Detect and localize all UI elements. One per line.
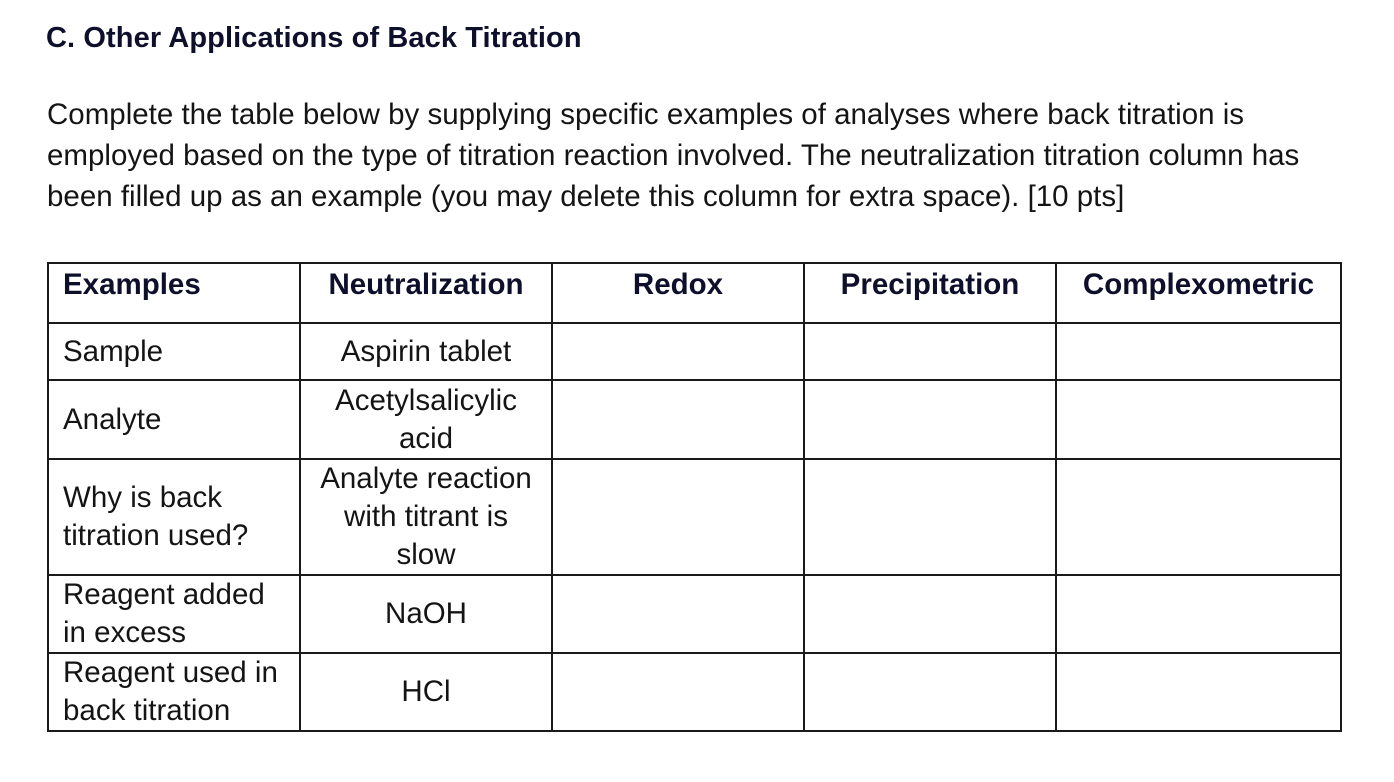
table-row-sample (48, 323, 1341, 380)
row-label-reagent-in-excess: Reagent added in excess (48, 575, 300, 653)
cell-analyte-neutralization: Acetylsalicylic acid (300, 380, 552, 459)
row-label-analyte: Analyte (48, 380, 300, 459)
section-heading: C. Other Applications of Back Titration (46, 22, 582, 54)
table-row-analyte (48, 380, 1341, 459)
cell-analyte-complexometric[interactable] (1056, 380, 1341, 459)
table-row-why-back-titration (48, 459, 1341, 575)
cell-why-neutralization: Analyte reaction with titrant is slow (300, 459, 552, 575)
cell-why-redox[interactable] (552, 459, 804, 575)
header-redox: Redox (552, 263, 804, 323)
cell-excess-neutralization: NaOH (300, 575, 552, 653)
cell-sample-complexometric[interactable] (1056, 323, 1341, 380)
row-label-sample: Sample (48, 323, 300, 380)
cell-analyte-precipitation[interactable] (804, 380, 1056, 459)
cell-excess-redox[interactable] (552, 575, 804, 653)
row-label-why-back-titration: Why is back titration used? (48, 459, 300, 575)
table-header-row (48, 263, 1341, 323)
cell-excess-complexometric[interactable] (1056, 575, 1341, 653)
header-examples: Examples (48, 263, 300, 323)
cell-back-neutralization: HCl (300, 653, 552, 731)
table-row-reagent-back-titration (48, 653, 1341, 731)
header-complexometric: Complexometric (1056, 263, 1341, 323)
cell-excess-precipitation[interactable] (804, 575, 1056, 653)
header-neutralization: Neutralization (300, 263, 552, 323)
cell-analyte-redox[interactable] (552, 380, 804, 459)
cell-back-redox[interactable] (552, 653, 804, 731)
header-precipitation: Precipitation (804, 263, 1056, 323)
instructions-paragraph: Complete the table below by supplying specific examples of analyses where back titration is employed based on the type of titration reaction involved. The neutralization titration column has been filled up as an example (you may delete this column for extra space). [10 pts] (47, 98, 1300, 213)
table-row-reagent-in-excess (48, 575, 1341, 653)
cell-back-precipitation[interactable] (804, 653, 1056, 731)
back-titration-table (47, 262, 1342, 732)
cell-why-complexometric[interactable] (1056, 459, 1341, 575)
cell-sample-redox[interactable] (552, 323, 804, 380)
row-label-reagent-back-titration: Reagent used in back titration (48, 653, 300, 731)
cell-why-precipitation[interactable] (804, 459, 1056, 575)
cell-sample-neutralization: Aspirin tablet (300, 323, 552, 380)
cell-back-complexometric[interactable] (1056, 653, 1341, 731)
cell-sample-precipitation[interactable] (804, 323, 1056, 380)
